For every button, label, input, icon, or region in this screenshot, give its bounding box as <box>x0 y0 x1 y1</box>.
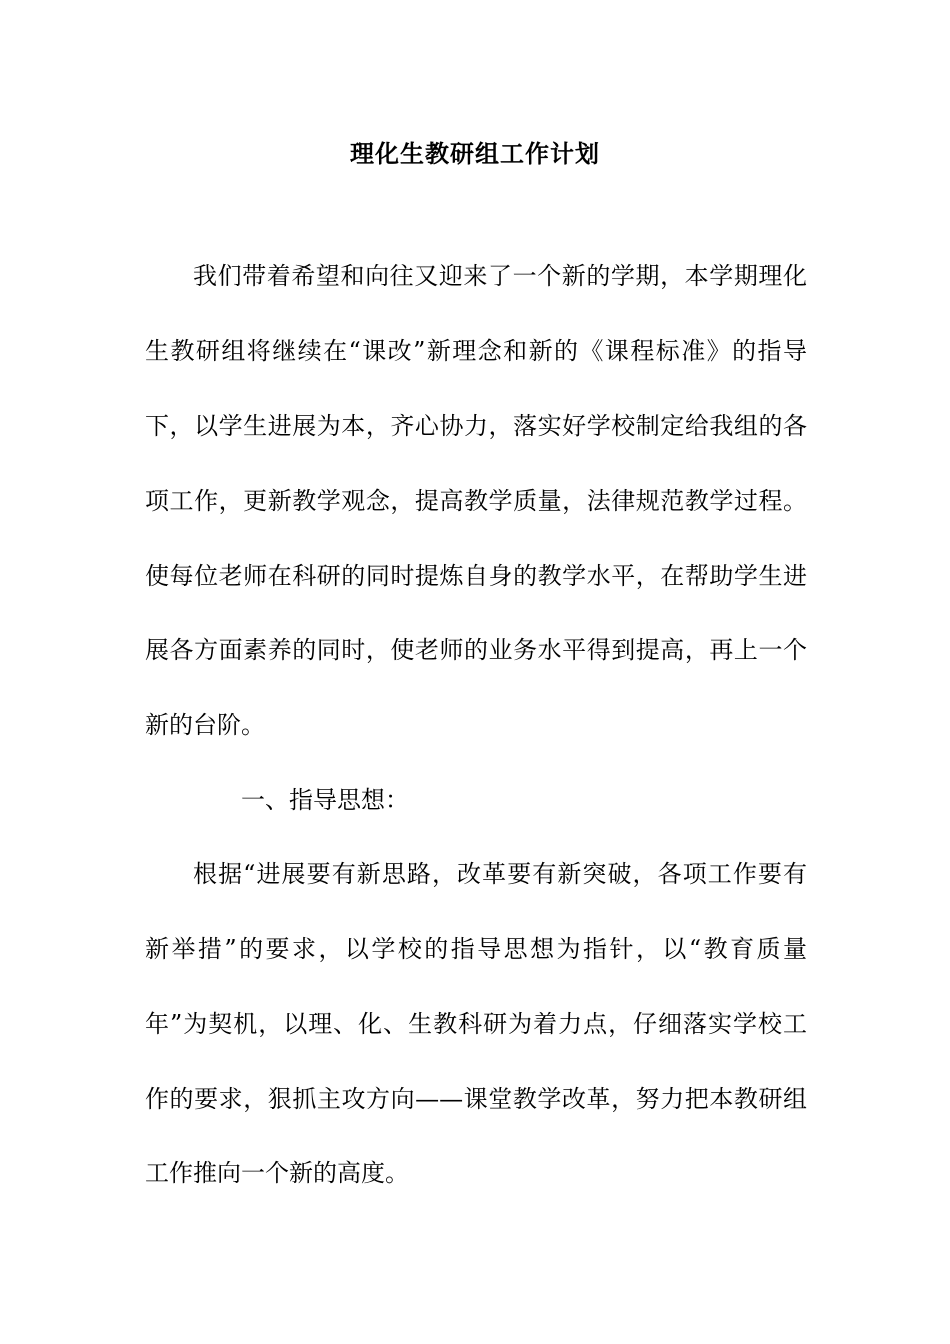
document-title: 理化生教研组工作计划 <box>350 139 600 168</box>
paragraph-line: 新的台阶。 <box>145 711 265 739</box>
section-heading: 一、指导思想： <box>241 786 409 814</box>
paragraph-line: 展各方面素养的同时，使老师的业务水平得到提高，再上一个 <box>145 636 807 664</box>
paragraph-line: 我们带着希望和向往又迎来了一个新的学期，本学期理化 <box>193 262 807 290</box>
paragraph-line: 作的要求，狠抓主攻方向——课堂教学改革，努力把本教研组 <box>145 1085 807 1113</box>
paragraph-line: 根据“进展要有新思路，改革要有新突破，各项工作要有 <box>193 860 807 888</box>
paragraph-line: 生教研组将继续在“课改”新理念和新的《课程标准》的指导 <box>145 337 807 365</box>
paragraph-line: 项工作，更新教学观念，提高教学质量，法律规范教学过程。 <box>145 487 807 515</box>
paragraph-line: 工作推向一个新的高度。 <box>145 1159 409 1187</box>
paragraph-line: 下，以学生进展为本，齐心协力，落实好学校制定给我组的各 <box>145 412 807 440</box>
paragraph-line: 使每位老师在科研的同时提炼自身的教学水平，在帮助学生进 <box>145 562 807 590</box>
paragraph-line: 新举措”的要求，以学校的指导思想为指针，以“教育质量 <box>145 935 807 963</box>
paragraph-line: 年”为契机，以理、化、生教科研为着力点，仔细落实学校工 <box>145 1010 807 1038</box>
